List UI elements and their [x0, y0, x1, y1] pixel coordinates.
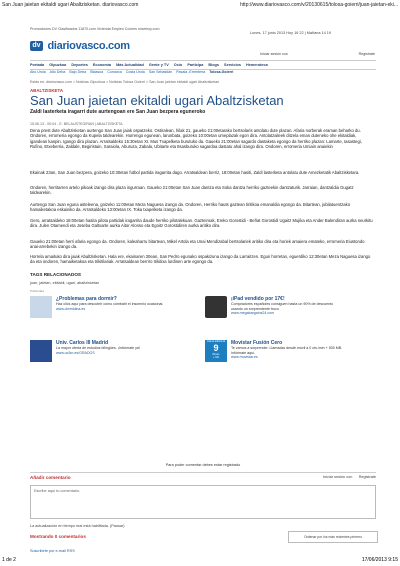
- nav-item[interactable]: Gente y TV: [148, 63, 169, 67]
- comment-order-select[interactable]: Ordenar por los más recientes primero: [288, 531, 378, 543]
- site-logo[interactable]: [30, 37, 160, 53]
- subnav-item[interactable]: San Sebastián: [148, 70, 173, 74]
- publicity-label: Publicidad: [30, 289, 44, 293]
- ad-movistar[interactable]: [205, 340, 345, 382]
- ad-title[interactable]: ¿Problemas para dormir?: [56, 296, 117, 302]
- paragraph: Ondoren, herritarren artelo pikoak izango dira plaza ingurraan. Gaueko 21:00etan San Juan dantza eta Soka dantza herriko gazteekin dantzaturik. Jarraian, dantzaldia Gugatz taldearekin.: [30, 185, 354, 196]
- paragraph: Horrela amaituko dira jaiak Abaltzisketan. Hala ere, ekainaren 30ean, San Pedro egunako ospakizuna izango da Larraitzen. Egun horretan, eguerdiko 12:30etan Meza Naguesa izango da eta ondoren, hamaiketakoa eta trikitilariak. Arratsaldean berriro trikitixa lurdinen arte egongo da.: [30, 254, 371, 265]
- register-link[interactable]: Registrate: [358, 52, 375, 56]
- article-title: San Juan jaietan ekitaldi ugari Abaltzisketan: [30, 93, 284, 108]
- paragraph: Dena prest dute Abaltzisketan aurtengo San Juan jaiak ospatzeko. Ostiralean, hilak 21, gaueko 21:00etarako bertsolaris antolatu dute plazan. Afaria norberak eraman beharko du. Ondoren, erromeria egongo da Kupela taldearekin. Hurrengo egunean, larunbata, goizeko 10:00etan umeplazak egon dira. Antolatzaileek ditzela eman duteneko ohe ekitaldiak, igandean kanpin. Igango dira plazan. Arratsaldeko 15:30etan XI. Mus Txapelketa burutuko da. Gaueko 21:00etan sagardo dastaketa egongo da herriko plazan: Lamarte, Iasastegi, Rufino, Etxeberria, Zaldale, Begiristain, Saraiola, Aburuza, Zabala, Ubitarte eta Itsasburuko sagardoa dastatu ahal izango dira. Ondoren, erromeria Umiain anaiekin: [30, 128, 362, 149]
- logo-name: diariovasco.com: [47, 39, 130, 52]
- ad-title[interactable]: ¡iPad vendido por 17€!: [231, 296, 285, 302]
- article-byline: 15.06.13 - 00:04 - E. BELAUSTEGIRAN | ABALTZISKETA: [30, 122, 123, 126]
- ad-title[interactable]: Univ. Carlos III Madrid: [56, 340, 109, 346]
- paragraph: Gaueko 21:00etan herri afaria egongo da. Ondoren, kaleaharru bitartean, Mikel Artola eta Unai Mendizabal bertsolariek aritiko dira eta horiek amaiera emateko, erromeria Eiustondo anai-arrebekin izango da.: [30, 239, 365, 250]
- top-links[interactable]: Promociones DV Clasificados 11870.com Vivienda Empleo Coches miarrhoy.com: [30, 27, 160, 31]
- ad-url[interactable]: www.uc3m.es/GRADOS: [56, 350, 95, 355]
- comment-login: [323, 475, 376, 479]
- print-footer-date: 17/06/2013 9:15: [361, 557, 398, 563]
- ad-badge-price: €/mes: [212, 353, 220, 357]
- nav-item[interactable]: Portada: [30, 63, 45, 67]
- nav-item[interactable]: Deportes: [71, 63, 88, 67]
- breadcrumb[interactable]: Estás en: diariovasco.com > Noticias Gipuzkoa > Noticias Tolosa Goierri > San Juan jaietan ekitaldi ugari Abaltzisketan: [30, 80, 220, 84]
- print-footer-page: 1 de 2: [2, 557, 16, 563]
- ad-desc: Te vamos a sorprender. Llamadas desde móvil a 0 cts./min + 500 MB. Infórmate aquí.: [231, 346, 343, 355]
- ad-image: [205, 296, 227, 318]
- tags-heading: TAGS RELACIONADOS: [30, 272, 81, 277]
- logo-mark: dv: [30, 41, 43, 51]
- paragraph: Aurtengo San Juan eguna asteleena, goizeko 11:00etan Meza Naguesa izango da. Ondoren, Herriko hauts gaztean tiritikoa emanaldia egongo da. Bitartean, jubilatuentzako hamaiketakoa eskainiko da. Arratsaldeko 13:00etan IX. Toka txapelketa izango da.: [30, 202, 351, 213]
- subnav-item[interactable]: Bajo Deba: [69, 70, 87, 74]
- subscribe-links[interactable]: Suscribirte por e-mail RSS: [30, 549, 75, 553]
- nav-item[interactable]: Servicios: [224, 63, 241, 67]
- nav-item[interactable]: Participa: [187, 63, 204, 67]
- ad-desc: Haz click aquí para descubrir cómo combatir el insomnio ocasional.: [56, 302, 164, 306]
- ad-badge-top: Llama adicional: [206, 340, 226, 343]
- ad-url[interactable]: www.megabargains24.com: [231, 311, 275, 316]
- date-weather: Lunes, 17 junio 2013 Hoy 16 22 | Mañana 14 19: [250, 31, 331, 35]
- ad-desc: La mayor oferta de estudios bilingües. ¡Infórmate ya!: [56, 346, 140, 350]
- subnav-item[interactable]: Pasaia -Errenteria: [176, 70, 206, 74]
- article-subtitle: Zaldi lasterketa iragarri dute aurtengoan ere San Juan bezpera eguneroko: [30, 109, 206, 115]
- nav-item[interactable]: Hemeroteca: [246, 63, 268, 67]
- subnav-item[interactable]: Comarca: [107, 70, 122, 74]
- ad-title[interactable]: Movistar Fusión Cero: [231, 340, 283, 346]
- tags-list[interactable]: juan, jaietan, ekitaldi, ugari, abaltzisketan: [30, 281, 100, 285]
- subnav-item[interactable]: Alto Deba: [49, 70, 66, 74]
- paragraph: Gero, arratsaldeko 18:00etan hasita pilota partidak iragarrita daude herriko pilotalekuan. Gazteiroak, Ereko Gorostidi - Beñat Gorostidi Ugaitz Mujika eta Ander Balendiran aurka neurkitu dira. Julen Otamendi eta Joseba Galtxarte aurka Aitor Alonso eta Egoitz Gorostidiren aurka aritiko dira.: [30, 218, 373, 229]
- comment-register-link[interactable]: Registrate: [358, 475, 376, 479]
- subnav-item[interactable]: Alto Urola: [30, 70, 46, 74]
- ad-image: [30, 340, 52, 362]
- ad-desc: Compradores españoles consiguen hasta un 90% de descuento usando un sorprendente truco: [231, 302, 334, 311]
- ad-badge: [205, 340, 227, 362]
- nav-item[interactable]: Más Actualidad: [116, 63, 144, 67]
- sub-nav: [30, 70, 376, 74]
- nav-item[interactable]: Economía: [92, 63, 112, 67]
- comment-register-note: Para poder comentar debes estar registrado: [165, 463, 241, 467]
- ad-ipad[interactable]: [205, 296, 345, 338]
- subnav-item-active[interactable]: Tolosa-Goierri: [209, 70, 234, 74]
- ad-badge-note: + IVA: [212, 356, 220, 360]
- add-comment-bar: [30, 472, 376, 483]
- ad-url[interactable]: www.dormidina.es: [56, 306, 86, 311]
- paragraph: Ekainak 23an, San Juan bezpera, goizeko 10:30etan futbol partida iragarrita dago. Arratsaldean berriz, 18:00etan hasiti, Zaldi lasterketa antolatu dute Amezketatik Abaltzisketara.: [30, 170, 360, 175]
- section-label: ABALTZISKETA: [30, 88, 64, 93]
- nav-item[interactable]: Blogs: [208, 63, 219, 67]
- nav-item[interactable]: Gipuzkoa: [49, 63, 67, 67]
- ad-url[interactable]: www.movistar.es: [231, 355, 258, 360]
- main-nav: [30, 60, 376, 70]
- signin-link[interactable]: Iniciar sesión con: [260, 52, 288, 56]
- comments-count: Mostrando 0 comentarios: [30, 534, 86, 539]
- print-header-url: http://www.diariovasco.com/v/20130615/tolosa-goierri/juan-jaietan-eki...: [240, 2, 398, 8]
- ad-dormidina[interactable]: [30, 296, 170, 338]
- realtime-update-note[interactable]: La actualización en tiempo real está habilitada. (Pausar): [30, 524, 125, 528]
- print-header-title: San Juan jaietan ekitaldi ugari Abaltzisketan. diariovasco.com: [2, 2, 139, 8]
- nav-item[interactable]: Ocio: [173, 63, 183, 67]
- add-comment-title: Añadir comentario: [30, 475, 71, 480]
- ad-image: [30, 296, 52, 318]
- comment-textarea[interactable]: Escribe aquí tu comentario.: [30, 485, 376, 519]
- print-header: [0, 0, 400, 10]
- subnav-item[interactable]: Costa Urola: [125, 70, 145, 74]
- ad-badge-num: 9: [213, 343, 219, 354]
- comment-signin-link[interactable]: Iniciar sesión con: [323, 475, 353, 479]
- subnav-item[interactable]: Bidasoa: [90, 70, 104, 74]
- ad-uc3m[interactable]: [30, 340, 170, 382]
- login-row: [260, 52, 375, 56]
